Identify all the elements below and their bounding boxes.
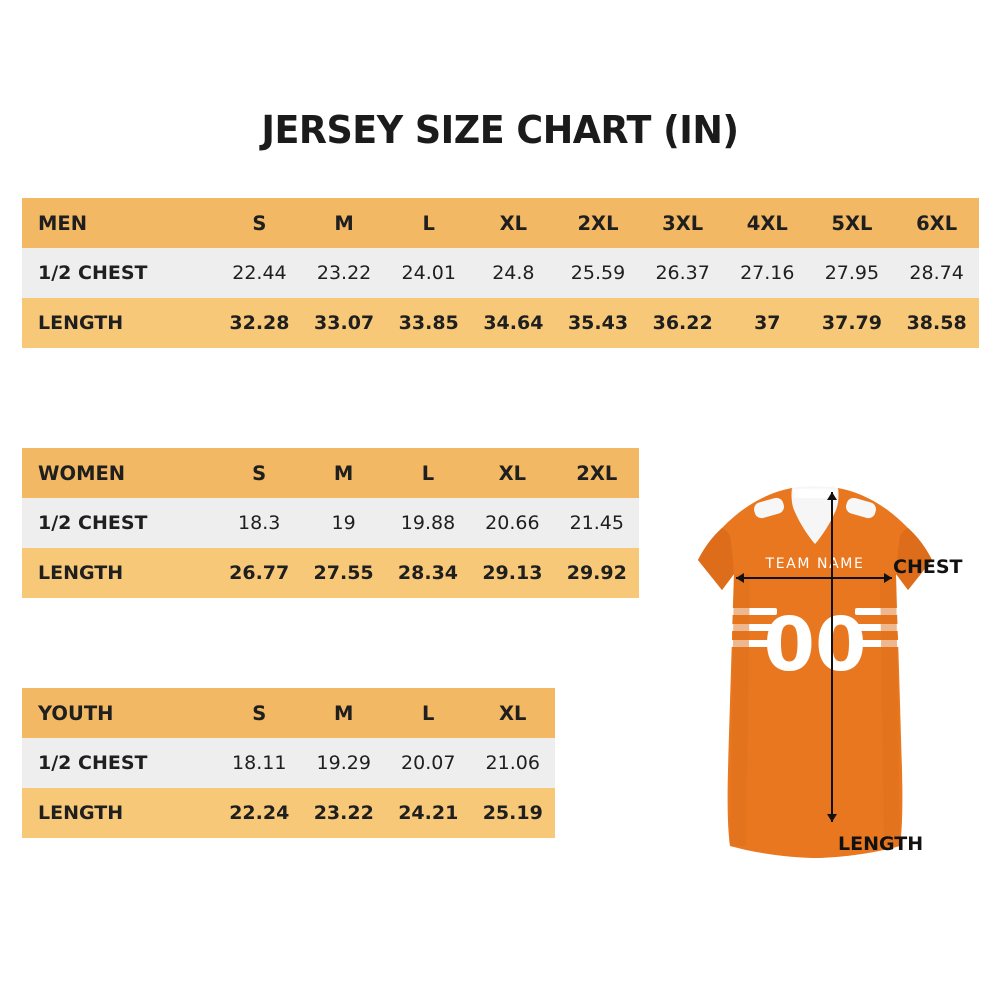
cell: 27.16	[725, 248, 810, 298]
column-header: 4XL	[725, 198, 810, 248]
cell: 28.74	[894, 248, 979, 298]
group-label: MEN	[22, 198, 217, 248]
column-header: 2XL	[555, 448, 639, 498]
men-size-table	[22, 198, 979, 348]
column-header: S	[217, 688, 302, 738]
cell: 27.55	[301, 548, 385, 598]
cell: 38.58	[894, 298, 979, 348]
cell: 24.01	[386, 248, 471, 298]
cell: 36.22	[640, 298, 725, 348]
cell: 18.3	[217, 498, 301, 548]
group-label: YOUTH	[22, 688, 217, 738]
column-header: XL	[471, 688, 556, 738]
cell: 21.06	[471, 738, 556, 788]
jersey-number-text: 00	[763, 602, 867, 688]
cell: 24.21	[386, 788, 471, 838]
row-label: LENGTH	[22, 298, 217, 348]
jersey-illustration	[650, 470, 980, 890]
cell: 23.22	[302, 788, 387, 838]
cell: 21.45	[555, 498, 639, 548]
cell: 20.66	[470, 498, 554, 548]
cell: 22.24	[217, 788, 302, 838]
cell: 35.43	[556, 298, 641, 348]
chest-label: CHEST	[893, 556, 963, 578]
table-row	[22, 548, 639, 598]
table-row	[22, 498, 639, 548]
cell: 25.19	[471, 788, 556, 838]
table-header-row	[22, 688, 555, 738]
row-label: 1/2 CHEST	[22, 738, 217, 788]
cell: 19	[301, 498, 385, 548]
cell: 33.85	[386, 298, 471, 348]
table-row	[22, 298, 979, 348]
column-header: S	[217, 198, 302, 248]
table-header-row	[22, 198, 979, 248]
cell: 19.88	[386, 498, 470, 548]
column-header: XL	[470, 448, 554, 498]
cell: 29.13	[470, 548, 554, 598]
cell: 18.11	[217, 738, 302, 788]
column-header: 3XL	[640, 198, 725, 248]
cell: 22.44	[217, 248, 302, 298]
cell: 26.37	[640, 248, 725, 298]
column-header: 6XL	[894, 198, 979, 248]
group-label: WOMEN	[22, 448, 217, 498]
cell: 37.79	[810, 298, 895, 348]
cell: 19.29	[302, 738, 387, 788]
column-header: L	[386, 688, 471, 738]
cell: 20.07	[386, 738, 471, 788]
team-name-text: TEAM NAME	[765, 556, 865, 572]
table-row	[22, 738, 555, 788]
column-header: 5XL	[810, 198, 895, 248]
column-header: L	[386, 448, 470, 498]
column-header: M	[302, 688, 387, 738]
column-header: 2XL	[556, 198, 641, 248]
column-header: S	[217, 448, 301, 498]
table-row	[22, 788, 555, 838]
cell: 24.8	[471, 248, 556, 298]
row-label: LENGTH	[22, 548, 217, 598]
youth-size-table	[22, 688, 555, 838]
jersey-graphic	[650, 470, 980, 890]
row-label: LENGTH	[22, 788, 217, 838]
cell: 28.34	[386, 548, 470, 598]
length-label: LENGTH	[838, 833, 924, 855]
column-header: M	[301, 448, 385, 498]
column-header: XL	[471, 198, 556, 248]
cell: 25.59	[556, 248, 641, 298]
cell: 32.28	[217, 298, 302, 348]
table-row	[22, 248, 979, 298]
row-label: 1/2 CHEST	[22, 248, 217, 298]
cell: 26.77	[217, 548, 301, 598]
page-title: JERSEY SIZE CHART (IN)	[261, 108, 739, 152]
column-header: M	[302, 198, 387, 248]
column-header: L	[386, 198, 471, 248]
cell: 37	[725, 298, 810, 348]
women-size-table	[22, 448, 639, 598]
cell: 23.22	[302, 248, 387, 298]
cell: 27.95	[810, 248, 895, 298]
table-header-row	[22, 448, 639, 498]
cell: 33.07	[302, 298, 387, 348]
cell: 29.92	[555, 548, 639, 598]
cell: 34.64	[471, 298, 556, 348]
row-label: 1/2 CHEST	[22, 498, 217, 548]
